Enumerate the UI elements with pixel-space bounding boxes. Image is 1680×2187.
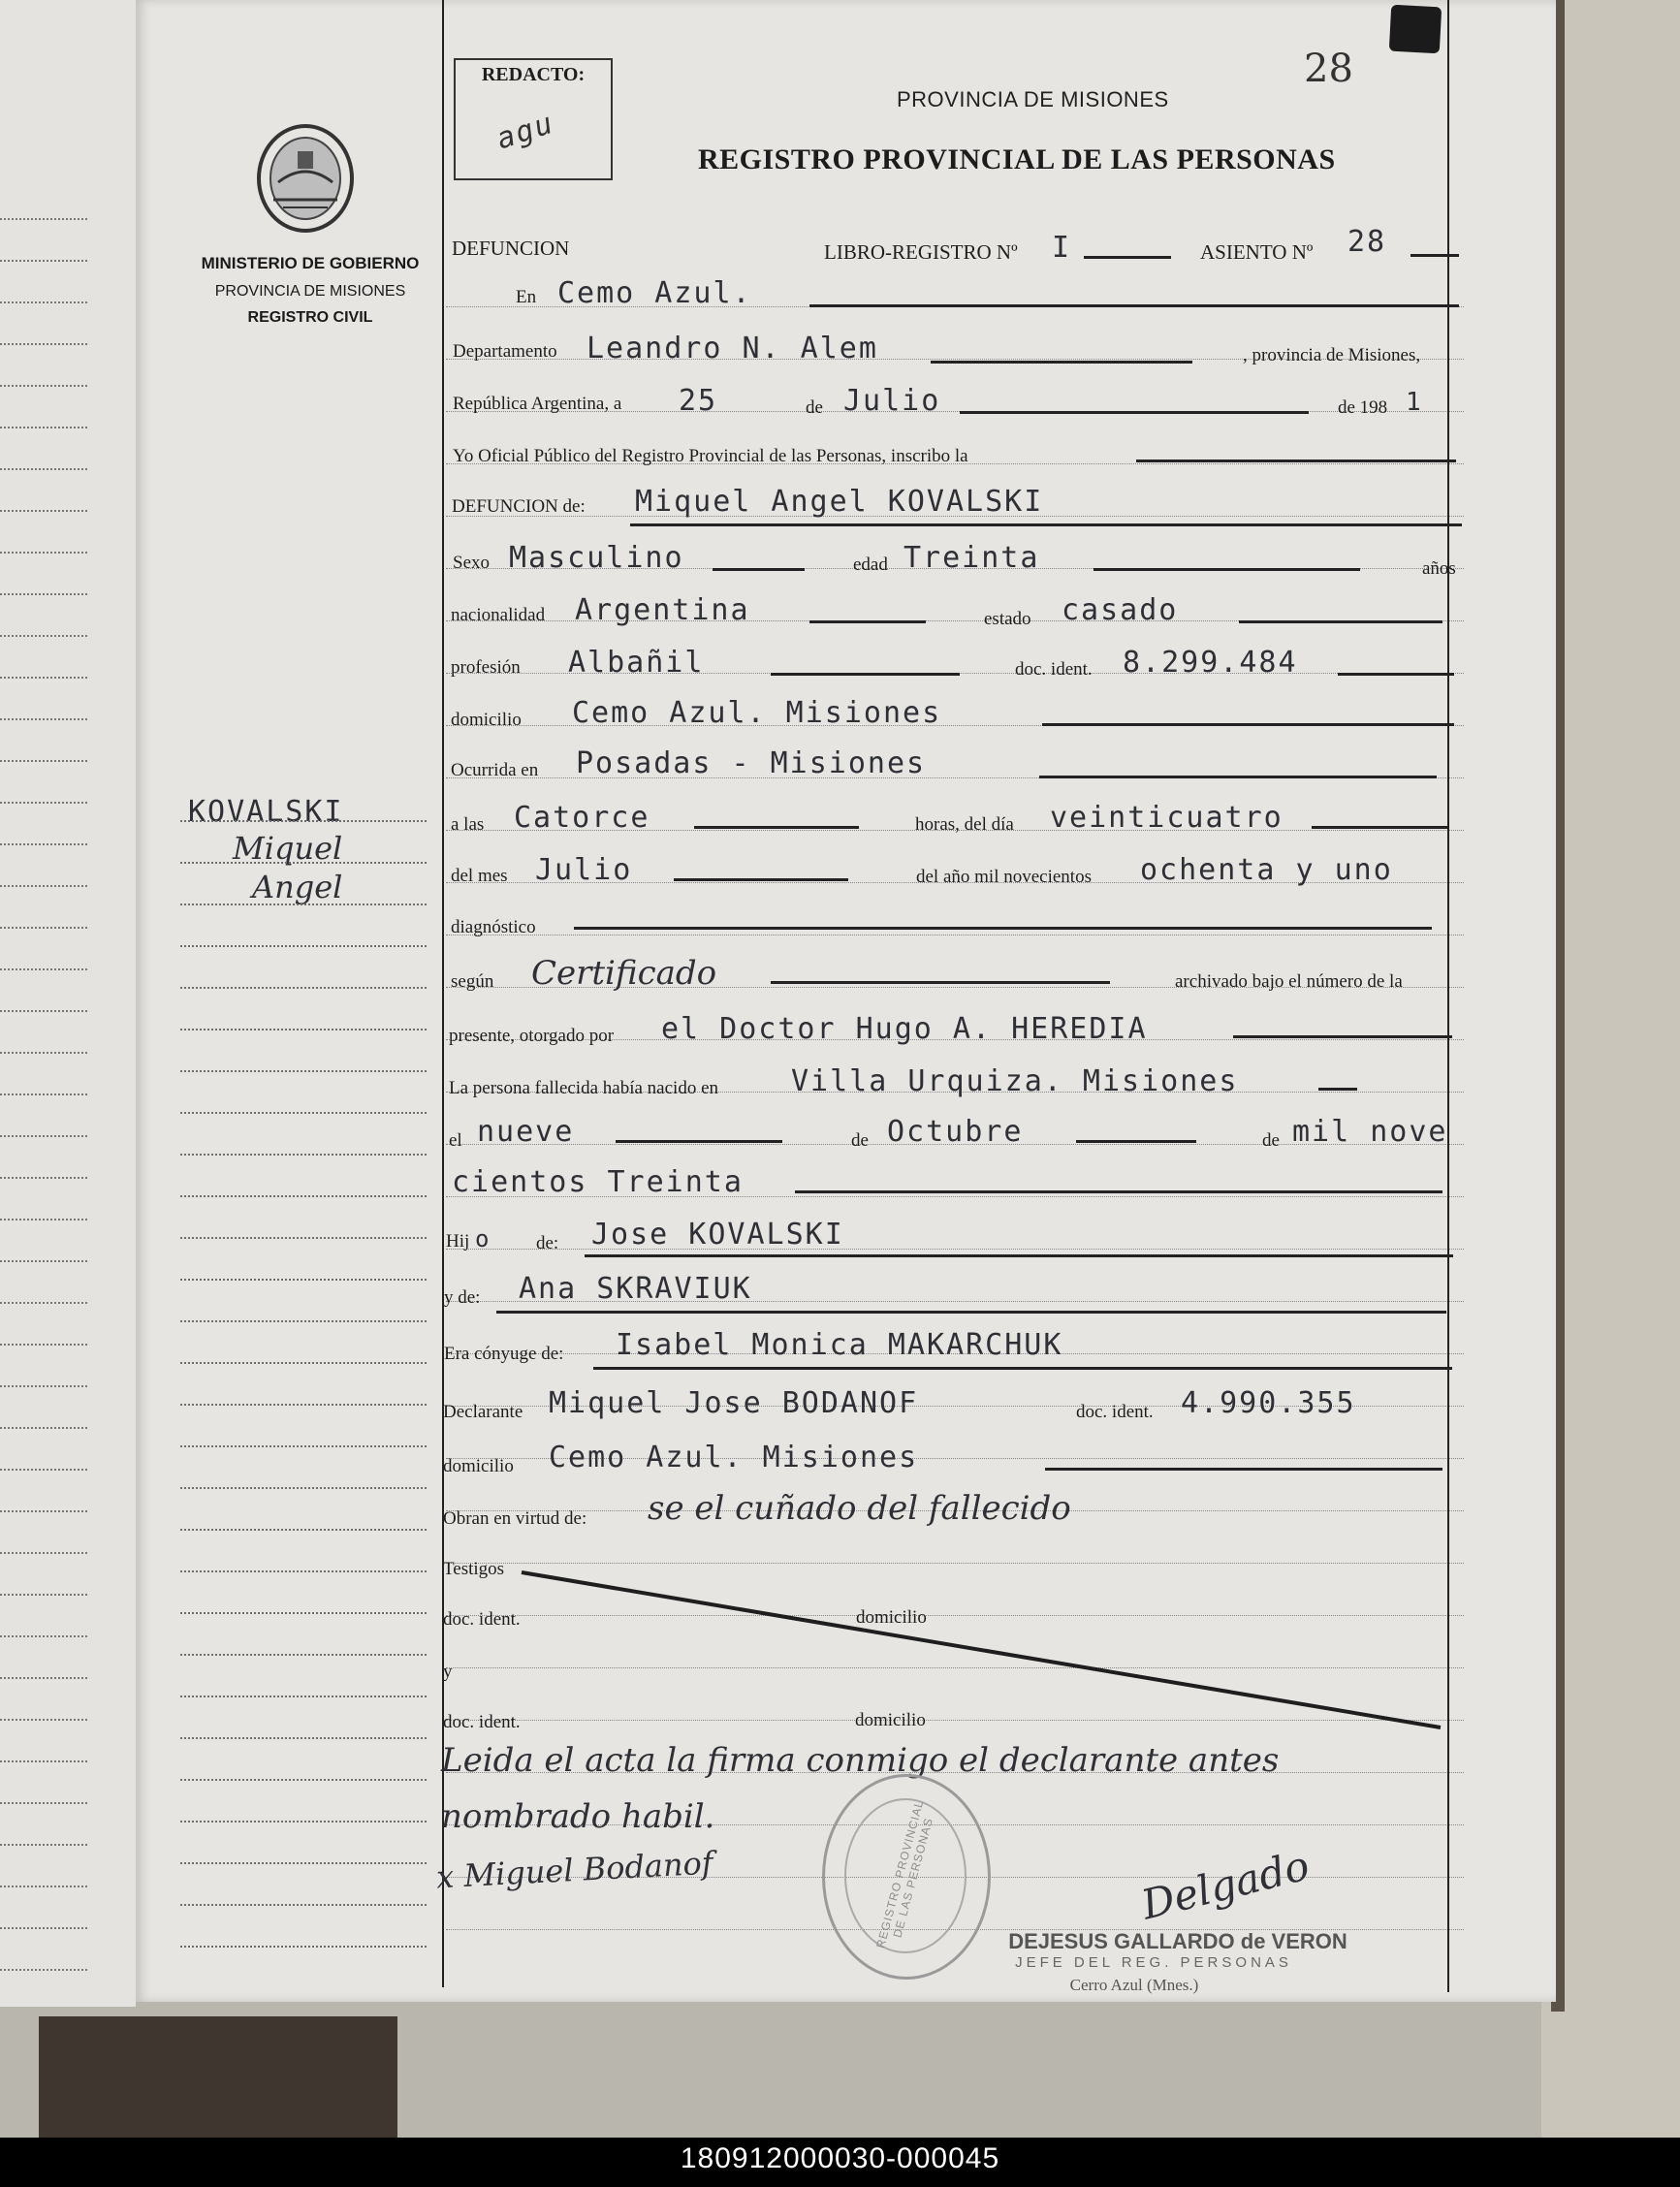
margin-rule: [180, 1320, 427, 1322]
estado-value: casado: [1062, 593, 1179, 627]
margin-rule: [180, 1195, 427, 1197]
margin-surname: KOVALSKI: [188, 795, 344, 829]
spouse-name: Isabel Monica MAKARCHUK: [616, 1328, 1063, 1362]
obran-label: Obran en virtud de:: [443, 1508, 587, 1529]
presente-label: presente, otorgado por: [449, 1026, 615, 1046]
delano-value: ochenta y uno: [1140, 853, 1393, 887]
declarante-doc-value: 4.990.355: [1181, 1386, 1356, 1420]
margin-rule: [180, 1654, 427, 1656]
closing-text-line2: nombrado habil.: [441, 1797, 715, 1836]
margin-rule: [180, 1237, 427, 1239]
en-label: En: [516, 287, 537, 307]
margin-rule: [180, 1821, 427, 1822]
registry-title: REGISTRO PROVINCIAL DE LAS PERSONAS: [698, 143, 1336, 175]
yo-oficial-text: Yo Oficial Público del Registro Provincial de las Personas, inscribo la: [453, 446, 968, 466]
doc-ident-value: 8.299.484: [1123, 646, 1298, 680]
margin-rule: [180, 1362, 427, 1364]
anos-label: años: [1422, 558, 1456, 579]
margin-rule: [180, 1737, 427, 1739]
year-label: de 198: [1338, 397, 1388, 418]
page-number: 28: [1304, 47, 1353, 91]
horas-label: horas, del día: [915, 814, 1014, 835]
margin-rule: [180, 1904, 427, 1906]
margin-rule: [180, 820, 427, 822]
margin-rule: [180, 1696, 427, 1697]
domicilio2-value: Cemo Azul. Misiones: [549, 1441, 919, 1474]
closing-text-line1: Leida el acta la firma conmigo el declarante antes: [441, 1741, 1280, 1780]
margin-rule: [180, 1946, 427, 1948]
ministry-line1: MINISTERIO DE GOBIERNO: [201, 254, 420, 272]
declarant-signature: x Miguel Bodanof: [435, 1844, 714, 1896]
defuncion-heading: DEFUNCION: [452, 237, 570, 260]
margin-rule: [180, 1612, 427, 1614]
official-title: JEFE DEL REG. PERSONAS: [1015, 1954, 1292, 1971]
ministry-line2: PROVINCIA DE MISIONES: [214, 283, 406, 300]
margin-rule: [180, 1112, 427, 1114]
day-value: 25: [679, 384, 718, 418]
mother-name: Ana SKRAVIUK: [519, 1272, 752, 1306]
margin-rule: [180, 945, 427, 947]
doc-ident-label: doc. ident.: [1015, 659, 1093, 680]
de2-value: Octubre: [887, 1115, 1024, 1149]
segun-value: Certificado: [531, 954, 717, 993]
margin-rule: [180, 903, 427, 905]
margin-rule: [180, 1779, 427, 1781]
nacido-value: Villa Urquiza. Misiones: [791, 1064, 1239, 1098]
de3-value: mil nove: [1292, 1115, 1448, 1149]
margin-rule: [180, 1487, 427, 1489]
ocurrida-value: Posadas - Misiones: [576, 746, 927, 780]
testigos-doc2-label: doc. ident.: [443, 1712, 521, 1732]
delmes-value: Julio: [535, 853, 633, 887]
hijo-de-label: de:: [536, 1233, 559, 1253]
domicilio-value: Cemo Azul. Misiones: [572, 696, 942, 730]
margin-rule: [180, 1154, 427, 1156]
stamp-text: REGISTRO PROVINCIAL DE LAS PERSONAS: [873, 1798, 936, 1950]
en-value: Cemo Azul.: [557, 276, 752, 310]
testigos-domicilio2-label: domicilio: [855, 1710, 926, 1730]
official-place: Cerro Azul (Mnes.): [1069, 1976, 1199, 1994]
alas-label: a las: [451, 814, 485, 835]
margin-rule: [180, 1570, 427, 1572]
departamento-value: Leandro N. Alem: [586, 332, 878, 365]
hijo-o: o: [475, 1225, 491, 1252]
deceased-name: Miquel Angel KOVALSKI: [635, 485, 1044, 519]
domicilio-label: domicilio: [451, 710, 522, 730]
domicilio2-label: domicilio: [443, 1456, 514, 1476]
defuncion-de-label: DEFUNCION de:: [452, 496, 586, 517]
month-value: Julio: [843, 384, 941, 418]
margin-rule: [180, 1404, 427, 1406]
margin-first-name: Miquel: [233, 830, 343, 867]
cientos-value: cientos Treinta: [452, 1165, 744, 1199]
province-title: PROVINCIA DE MISIONES: [897, 87, 1169, 111]
ocurrida-label: Ocurrida en: [451, 760, 539, 780]
redacto-initials: agu: [492, 106, 559, 157]
scanner-shadow: [39, 2016, 397, 2138]
asiento-label: ASIENTO Nº: [1200, 240, 1314, 264]
margin-rule: [180, 1029, 427, 1030]
month-de-label: de: [806, 397, 823, 418]
libro-value: I: [1052, 231, 1072, 265]
nacionalidad-value: Argentina: [575, 593, 750, 627]
obran-value: se el cuñado del fallecido: [648, 1489, 1071, 1528]
declarante-doc-label: doc. ident.: [1076, 1402, 1154, 1422]
registry-stamp: [822, 1774, 991, 1980]
archivado-label: archivado bajo el número de la: [1175, 971, 1403, 992]
de3-label: de: [1262, 1130, 1280, 1151]
margin-second-name: Angel: [252, 869, 343, 905]
margin-rule: [180, 1529, 427, 1531]
image-id-label: 180912000030-000045: [680, 2142, 1000, 2174]
margin-rule: [180, 1279, 427, 1281]
sexo-label: Sexo: [453, 553, 490, 573]
father-name: Jose KOVALSKI: [591, 1218, 844, 1252]
profesion-value: Albañil: [568, 646, 705, 680]
nacido-label: La persona fallecida había nacido en: [449, 1078, 718, 1098]
margin-rule: [180, 1862, 427, 1864]
republica-label: República Argentina, a: [453, 394, 622, 414]
declarante-label: Declarante: [443, 1402, 523, 1422]
margin-rule: [180, 1445, 427, 1447]
official-name: DEJESUS GALLARDO de VERON: [1008, 1929, 1347, 1953]
departamento-label: Departamento: [453, 341, 557, 362]
el-label: el: [449, 1130, 462, 1151]
presente-value: el Doctor Hugo A. HEREDIA: [661, 1012, 1148, 1046]
testigos-doc-label: doc. ident.: [443, 1609, 521, 1630]
asiento-value: 28: [1347, 225, 1387, 259]
segun-label: según: [451, 971, 494, 992]
ministry-line3: REGISTRO CIVIL: [247, 309, 373, 326]
yde-label: y de:: [444, 1287, 481, 1308]
delano-label: del año mil novecientos: [916, 867, 1092, 887]
year-digit: 1: [1406, 388, 1423, 417]
provincia-suffix: , provincia de Misiones,: [1243, 345, 1421, 365]
profesion-label: profesión: [451, 657, 521, 678]
redacto-label: REDACTO:: [481, 64, 586, 85]
el-value: nueve: [477, 1115, 575, 1149]
testigos-y-label: y: [443, 1662, 453, 1682]
hijo-label: Hij: [446, 1231, 470, 1252]
margin-rule: [180, 862, 427, 864]
edad-value: Treinta: [903, 541, 1040, 575]
sexo-value: Masculino: [509, 541, 684, 575]
official-signature: Delgado: [1136, 1841, 1315, 1929]
horas-value: veinticuatro: [1050, 801, 1284, 835]
estado-label: estado: [984, 609, 1031, 629]
de2-label: de: [851, 1130, 869, 1151]
testigos-label: Testigos: [443, 1559, 505, 1579]
alas-value: Catorce: [514, 801, 650, 835]
edad-label: edad: [853, 555, 888, 575]
margin-rule: [180, 987, 427, 989]
conyuge-label: Era cónyuge de:: [444, 1344, 564, 1364]
nacionalidad-label: nacionalidad: [451, 605, 546, 625]
declarante-name: Miquel Jose BODANOF: [549, 1386, 919, 1420]
diagnostico-label: diagnóstico: [451, 917, 536, 937]
libro-label: LIBRO-REGISTRO Nº: [824, 240, 1018, 264]
testigos-domicilio-label: domicilio: [856, 1607, 927, 1628]
delmes-label: del mes: [451, 866, 508, 886]
margin-rule: [180, 1070, 427, 1072]
